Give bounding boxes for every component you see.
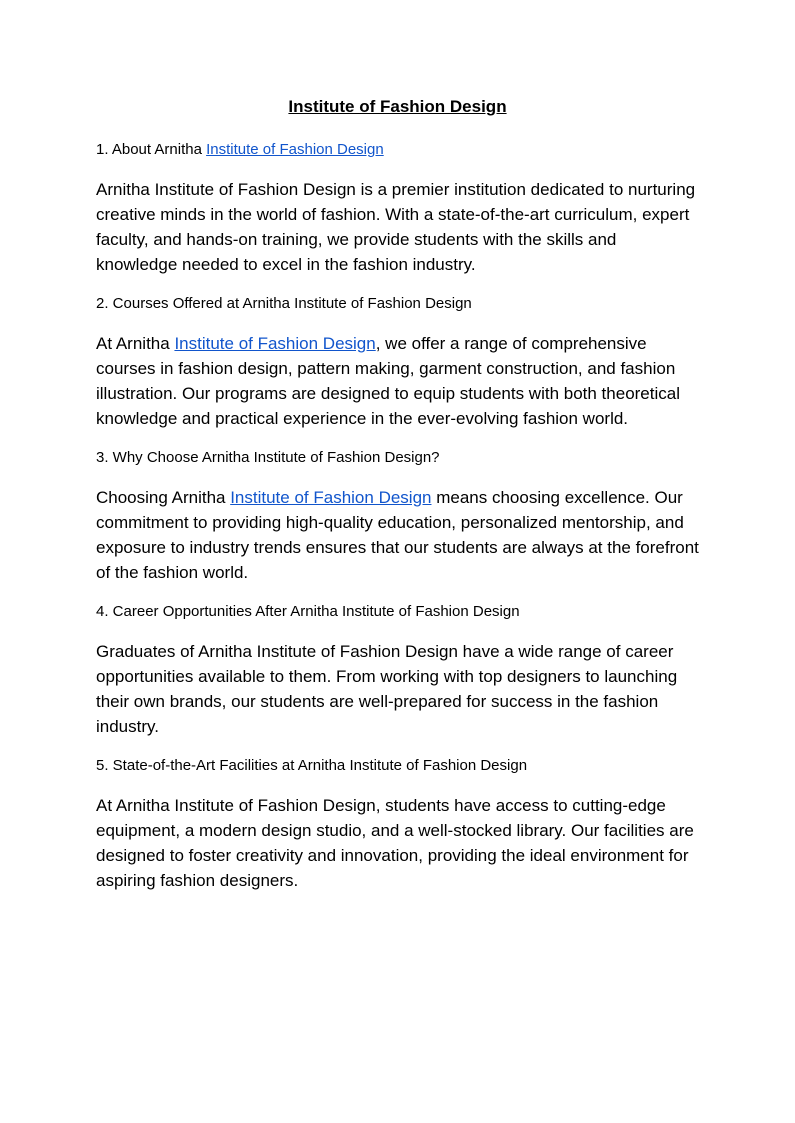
- section-1-heading: [96, 138, 699, 161]
- section-2-heading: [96, 292, 699, 315]
- section-4-paragraph-text: Graduates of Arnitha Institute of Fashion Design have a wide range of career opportunities available to them. From working with top designers to launching their own brands, our students are well-prepared for success in the fashion industry.: [96, 642, 678, 736]
- section-4-paragraph: [96, 639, 699, 739]
- section-5-paragraph-text: At Arnitha Institute of Fashion Design, students have access to cutting-edge equipment, a modern design studio, and a well-stocked library. Our facilities are designed to foster creativity and innovation, providing the ideal environment for aspiring fashion designers.: [96, 796, 694, 890]
- institute-of-fashion-design-link[interactable]: Institute of Fashion Design: [174, 334, 376, 353]
- section-5-paragraph: [96, 793, 699, 893]
- section-4-heading-text: 4. Career Opportunities After Arnitha Institute of Fashion Design: [96, 603, 520, 620]
- section-3-paragraph: [96, 485, 699, 585]
- section-1-paragraph: [96, 177, 699, 277]
- section-3-paragraph-pre: Choosing Arnitha: [96, 488, 231, 507]
- section-3-heading: [96, 446, 699, 469]
- institute-of-fashion-design-link[interactable]: Institute of Fashion Design: [230, 488, 432, 507]
- section-5-heading-text: 5. State-of-the-Art Facilities at Arnitha Institute of Fashion Design: [96, 757, 528, 774]
- section-2-heading-text: 2. Courses Offered at Arnitha Institute of Fashion Design: [96, 295, 472, 312]
- institute-of-fashion-design-link[interactable]: Institute of Fashion Design: [206, 141, 384, 158]
- section-1-paragraph-text: Arnitha Institute of Fashion Design is a premier institution dedicated to nurturing creative minds in the world of fashion. With a state-of-the-art curriculum, expert faculty, and hands-on training, we provide students with the skills and knowledge needed to excel in the fashion industry.: [96, 180, 696, 274]
- section-3-heading-text: 3. Why Choose Arnitha Institute of Fashion Design?: [96, 449, 440, 466]
- section-1-heading-text: 1. About Arnitha: [96, 141, 207, 158]
- section-5-heading: [96, 754, 699, 777]
- document-title: Institute of Fashion Design: [288, 97, 507, 116]
- section-2-paragraph-post: , we offer a range of comprehensive courses in fashion design, pattern making, garment construction, and fashion illustration. Our programs are designed to equip students with both theoretical knowledge and practical experience in the ever-evolving fashion world.: [96, 334, 680, 428]
- section-4-heading: [96, 600, 699, 623]
- section-2-paragraph-pre: At Arnitha: [96, 334, 175, 353]
- section-3-paragraph-post: means choosing excellence. Our commitment to providing high-quality education, personalized mentorship, and exposure to industry trends ensures that our students are always at the forefront of the fashion world.: [96, 488, 699, 582]
- section-2-paragraph: [96, 331, 699, 431]
